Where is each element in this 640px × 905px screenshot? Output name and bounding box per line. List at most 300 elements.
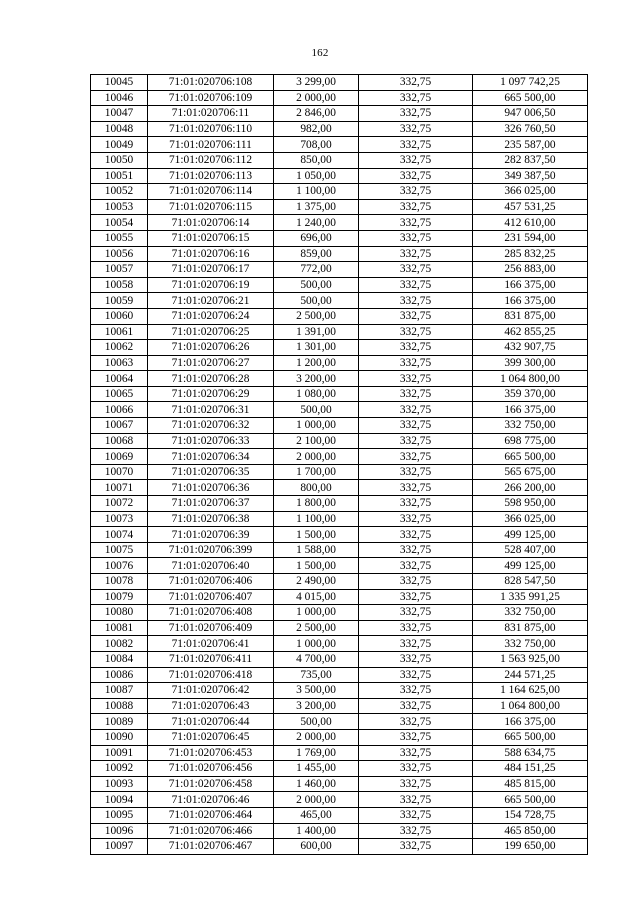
cadastral-number-cell: 71:01:020706:33 (148, 433, 274, 449)
area-cell: 2 490,00 (274, 574, 359, 590)
row-number-cell: 10047 (91, 106, 148, 122)
table-row (91, 636, 588, 652)
rate-cell: 332,75 (359, 340, 473, 356)
value-cell: 166 375,00 (473, 277, 588, 293)
row-number-cell: 10096 (91, 823, 148, 839)
rate-cell: 332,75 (359, 776, 473, 792)
table-row (91, 464, 588, 480)
cadastral-number-cell: 71:01:020706:32 (148, 418, 274, 434)
area-cell: 850,00 (274, 152, 359, 168)
table-row (91, 355, 588, 371)
table-row (91, 480, 588, 496)
row-number-cell: 10054 (91, 215, 148, 231)
rate-cell: 332,75 (359, 761, 473, 777)
table-row (91, 683, 588, 699)
area-cell: 1 375,00 (274, 199, 359, 215)
value-cell: 266 200,00 (473, 480, 588, 496)
area-cell: 1 000,00 (274, 605, 359, 621)
value-cell: 166 375,00 (473, 714, 588, 730)
table-row (91, 215, 588, 231)
row-number-cell: 10073 (91, 511, 148, 527)
table-row (91, 605, 588, 621)
cadastral-number-cell: 71:01:020706:409 (148, 620, 274, 636)
cadastral-number-cell: 71:01:020706:407 (148, 589, 274, 605)
table-row (91, 90, 588, 106)
table-row (91, 402, 588, 418)
table-row (91, 589, 588, 605)
table-row (91, 340, 588, 356)
table-row (91, 558, 588, 574)
cadastral-number-cell: 71:01:020706:111 (148, 137, 274, 153)
area-cell: 4 700,00 (274, 651, 359, 667)
area-cell: 2 000,00 (274, 90, 359, 106)
table-row (91, 293, 588, 309)
rate-cell: 332,75 (359, 589, 473, 605)
cadastral-number-cell: 71:01:020706:411 (148, 651, 274, 667)
table-row (91, 371, 588, 387)
area-cell: 3 200,00 (274, 698, 359, 714)
value-cell: 349 387,50 (473, 168, 588, 184)
value-cell: 499 125,00 (473, 527, 588, 543)
area-cell: 2 846,00 (274, 106, 359, 122)
area-cell: 772,00 (274, 262, 359, 278)
cadastral-number-cell: 71:01:020706:38 (148, 511, 274, 527)
rate-cell: 332,75 (359, 714, 473, 730)
rate-cell: 332,75 (359, 792, 473, 808)
value-cell: 499 125,00 (473, 558, 588, 574)
rate-cell: 332,75 (359, 823, 473, 839)
rate-cell: 332,75 (359, 386, 473, 402)
row-number-cell: 10094 (91, 792, 148, 808)
value-cell: 1 563 925,00 (473, 651, 588, 667)
area-cell: 600,00 (274, 839, 359, 855)
rate-cell: 332,75 (359, 262, 473, 278)
value-cell: 598 950,00 (473, 496, 588, 512)
value-cell: 665 500,00 (473, 792, 588, 808)
row-number-cell: 10057 (91, 262, 148, 278)
area-cell: 3 299,00 (274, 75, 359, 91)
cadastral-number-cell: 71:01:020706:44 (148, 714, 274, 730)
value-cell: 828 547,50 (473, 574, 588, 590)
value-cell: 457 531,25 (473, 199, 588, 215)
area-cell: 1 000,00 (274, 418, 359, 434)
area-cell: 1 588,00 (274, 542, 359, 558)
table-row (91, 324, 588, 340)
rate-cell: 332,75 (359, 215, 473, 231)
rate-cell: 332,75 (359, 558, 473, 574)
value-cell: 831 875,00 (473, 308, 588, 324)
cadastral-number-cell: 71:01:020706:46 (148, 792, 274, 808)
value-cell: 432 907,75 (473, 340, 588, 356)
rate-cell: 332,75 (359, 152, 473, 168)
table-row (91, 776, 588, 792)
row-number-cell: 10051 (91, 168, 148, 184)
table-row (91, 496, 588, 512)
row-number-cell: 10097 (91, 839, 148, 855)
row-number-cell: 10052 (91, 184, 148, 200)
cadastral-number-cell: 71:01:020706:108 (148, 75, 274, 91)
area-cell: 465,00 (274, 807, 359, 823)
area-cell: 708,00 (274, 137, 359, 153)
table-row (91, 839, 588, 855)
row-number-cell: 10093 (91, 776, 148, 792)
row-number-cell: 10069 (91, 449, 148, 465)
rate-cell: 332,75 (359, 574, 473, 590)
rate-cell: 332,75 (359, 620, 473, 636)
area-cell: 982,00 (274, 121, 359, 137)
area-cell: 696,00 (274, 230, 359, 246)
area-cell: 500,00 (274, 277, 359, 293)
area-cell: 1 200,00 (274, 355, 359, 371)
value-cell: 166 375,00 (473, 293, 588, 309)
area-cell: 1 500,00 (274, 527, 359, 543)
table-row (91, 807, 588, 823)
area-cell: 1 700,00 (274, 464, 359, 480)
rate-cell: 332,75 (359, 246, 473, 262)
cadastral-number-cell: 71:01:020706:466 (148, 823, 274, 839)
value-cell: 1 335 991,25 (473, 589, 588, 605)
cadastral-number-cell: 71:01:020706:109 (148, 90, 274, 106)
cadastral-number-cell: 71:01:020706:406 (148, 574, 274, 590)
cadastral-number-cell: 71:01:020706:42 (148, 683, 274, 699)
rate-cell: 332,75 (359, 121, 473, 137)
cadastral-number-cell: 71:01:020706:35 (148, 464, 274, 480)
row-number-cell: 10064 (91, 371, 148, 387)
rate-cell: 332,75 (359, 106, 473, 122)
table-row (91, 308, 588, 324)
row-number-cell: 10055 (91, 230, 148, 246)
cadastral-number-cell: 71:01:020706:43 (148, 698, 274, 714)
rate-cell: 332,75 (359, 293, 473, 309)
area-cell: 1 769,00 (274, 745, 359, 761)
cadastral-number-cell: 71:01:020706:28 (148, 371, 274, 387)
area-cell: 1 301,00 (274, 340, 359, 356)
area-cell: 3 500,00 (274, 683, 359, 699)
row-number-cell: 10049 (91, 137, 148, 153)
area-cell: 500,00 (274, 402, 359, 418)
cadastral-number-cell: 71:01:020706:453 (148, 745, 274, 761)
row-number-cell: 10046 (91, 90, 148, 106)
cadastral-number-cell: 71:01:020706:26 (148, 340, 274, 356)
value-cell: 256 883,00 (473, 262, 588, 278)
rate-cell: 332,75 (359, 184, 473, 200)
cadastral-number-cell: 71:01:020706:17 (148, 262, 274, 278)
value-cell: 665 500,00 (473, 449, 588, 465)
rate-cell: 332,75 (359, 230, 473, 246)
cadastral-number-cell: 71:01:020706:110 (148, 121, 274, 137)
value-cell: 1 164 625,00 (473, 683, 588, 699)
area-cell: 859,00 (274, 246, 359, 262)
cadastral-number-cell: 71:01:020706:36 (148, 480, 274, 496)
row-number-cell: 10091 (91, 745, 148, 761)
area-cell: 1 080,00 (274, 386, 359, 402)
area-cell: 1 240,00 (274, 215, 359, 231)
area-cell: 2 500,00 (274, 620, 359, 636)
cadastral-number-cell: 71:01:020706:25 (148, 324, 274, 340)
row-number-cell: 10088 (91, 698, 148, 714)
area-cell: 1 100,00 (274, 511, 359, 527)
rate-cell: 332,75 (359, 355, 473, 371)
cadastral-number-cell: 71:01:020706:16 (148, 246, 274, 262)
table-row (91, 698, 588, 714)
row-number-cell: 10063 (91, 355, 148, 371)
row-number-cell: 10066 (91, 402, 148, 418)
value-cell: 366 025,00 (473, 511, 588, 527)
cadastral-number-cell: 71:01:020706:39 (148, 527, 274, 543)
value-cell: 359 370,00 (473, 386, 588, 402)
table-row (91, 246, 588, 262)
area-cell: 2 100,00 (274, 433, 359, 449)
area-cell: 4 015,00 (274, 589, 359, 605)
rate-cell: 332,75 (359, 308, 473, 324)
rate-cell: 332,75 (359, 75, 473, 91)
cadastral-number-cell: 71:01:020706:40 (148, 558, 274, 574)
value-cell: 465 850,00 (473, 823, 588, 839)
table-row (91, 823, 588, 839)
value-cell: 332 750,00 (473, 636, 588, 652)
rate-cell: 332,75 (359, 90, 473, 106)
area-cell: 500,00 (274, 293, 359, 309)
cadastral-number-cell: 71:01:020706:467 (148, 839, 274, 855)
value-cell: 698 775,00 (473, 433, 588, 449)
table-row (91, 418, 588, 434)
rate-cell: 332,75 (359, 277, 473, 293)
table-row (91, 729, 588, 745)
area-cell: 1 500,00 (274, 558, 359, 574)
rate-cell: 332,75 (359, 137, 473, 153)
rate-cell: 332,75 (359, 839, 473, 855)
value-cell: 166 375,00 (473, 402, 588, 418)
area-cell: 1 800,00 (274, 496, 359, 512)
row-number-cell: 10072 (91, 496, 148, 512)
value-cell: 665 500,00 (473, 90, 588, 106)
area-cell: 735,00 (274, 667, 359, 683)
table-row (91, 714, 588, 730)
table-row (91, 152, 588, 168)
row-number-cell: 10084 (91, 651, 148, 667)
row-number-cell: 10092 (91, 761, 148, 777)
row-number-cell: 10065 (91, 386, 148, 402)
value-cell: 484 151,25 (473, 761, 588, 777)
cadastral-number-cell: 71:01:020706:31 (148, 402, 274, 418)
value-cell: 199 650,00 (473, 839, 588, 855)
value-cell: 282 837,50 (473, 152, 588, 168)
value-cell: 332 750,00 (473, 605, 588, 621)
cadastral-value-table (90, 74, 588, 855)
table-row (91, 386, 588, 402)
rate-cell: 332,75 (359, 449, 473, 465)
row-number-cell: 10061 (91, 324, 148, 340)
value-cell: 231 594,00 (473, 230, 588, 246)
rate-cell: 332,75 (359, 511, 473, 527)
cadastral-number-cell: 71:01:020706:408 (148, 605, 274, 621)
area-cell: 1 050,00 (274, 168, 359, 184)
rate-cell: 332,75 (359, 480, 473, 496)
rate-cell: 332,75 (359, 807, 473, 823)
area-cell: 1 391,00 (274, 324, 359, 340)
value-cell: 399 300,00 (473, 355, 588, 371)
value-cell: 565 675,00 (473, 464, 588, 480)
table-row (91, 651, 588, 667)
row-number-cell: 10090 (91, 729, 148, 745)
value-cell: 154 728,75 (473, 807, 588, 823)
cadastral-number-cell: 71:01:020706:24 (148, 308, 274, 324)
table-row (91, 527, 588, 543)
area-cell: 1 000,00 (274, 636, 359, 652)
cadastral-number-cell: 71:01:020706:37 (148, 496, 274, 512)
rate-cell: 332,75 (359, 168, 473, 184)
cadastral-number-cell: 71:01:020706:458 (148, 776, 274, 792)
value-cell: 528 407,00 (473, 542, 588, 558)
table-row (91, 511, 588, 527)
rate-cell: 332,75 (359, 683, 473, 699)
value-cell: 412 610,00 (473, 215, 588, 231)
cadastral-number-cell: 71:01:020706:418 (148, 667, 274, 683)
rate-cell: 332,75 (359, 433, 473, 449)
cadastral-number-cell: 71:01:020706:399 (148, 542, 274, 558)
row-number-cell: 10068 (91, 433, 148, 449)
cadastral-number-cell: 71:01:020706:14 (148, 215, 274, 231)
area-cell: 1 100,00 (274, 184, 359, 200)
row-number-cell: 10071 (91, 480, 148, 496)
area-cell: 3 200,00 (274, 371, 359, 387)
area-cell: 1 455,00 (274, 761, 359, 777)
rate-cell: 332,75 (359, 402, 473, 418)
table-row (91, 199, 588, 215)
rate-cell: 332,75 (359, 698, 473, 714)
row-number-cell: 10059 (91, 293, 148, 309)
row-number-cell: 10082 (91, 636, 148, 652)
rate-cell: 332,75 (359, 527, 473, 543)
area-cell: 1 460,00 (274, 776, 359, 792)
table-row (91, 75, 588, 91)
cadastral-number-cell: 71:01:020706:15 (148, 230, 274, 246)
row-number-cell: 10086 (91, 667, 148, 683)
area-cell: 500,00 (274, 714, 359, 730)
cadastral-number-cell: 71:01:020706:19 (148, 277, 274, 293)
row-number-cell: 10080 (91, 605, 148, 621)
area-cell: 1 400,00 (274, 823, 359, 839)
cadastral-number-cell: 71:01:020706:112 (148, 152, 274, 168)
rate-cell: 332,75 (359, 745, 473, 761)
value-cell: 947 006,50 (473, 106, 588, 122)
table-row (91, 620, 588, 636)
value-cell: 366 025,00 (473, 184, 588, 200)
cadastral-number-cell: 71:01:020706:115 (148, 199, 274, 215)
rate-cell: 332,75 (359, 496, 473, 512)
rate-cell: 332,75 (359, 542, 473, 558)
table-row (91, 449, 588, 465)
table-row (91, 792, 588, 808)
row-number-cell: 10089 (91, 714, 148, 730)
row-number-cell: 10048 (91, 121, 148, 137)
cadastral-number-cell: 71:01:020706:29 (148, 386, 274, 402)
cadastral-number-cell: 71:01:020706:45 (148, 729, 274, 745)
value-cell: 244 571,25 (473, 667, 588, 683)
table-row (91, 137, 588, 153)
row-number-cell: 10095 (91, 807, 148, 823)
value-cell: 1 097 742,25 (473, 75, 588, 91)
cadastral-number-cell: 71:01:020706:41 (148, 636, 274, 652)
cadastral-number-cell: 71:01:020706:113 (148, 168, 274, 184)
cadastral-number-cell: 71:01:020706:27 (148, 355, 274, 371)
value-cell: 665 500,00 (473, 729, 588, 745)
rate-cell: 332,75 (359, 729, 473, 745)
table-row (91, 761, 588, 777)
table-body (91, 75, 588, 855)
cadastral-number-cell: 71:01:020706:11 (148, 106, 274, 122)
row-number-cell: 10045 (91, 75, 148, 91)
row-number-cell: 10060 (91, 308, 148, 324)
row-number-cell: 10053 (91, 199, 148, 215)
area-cell: 2 500,00 (274, 308, 359, 324)
cadastral-number-cell: 71:01:020706:456 (148, 761, 274, 777)
value-cell: 285 832,25 (473, 246, 588, 262)
value-cell: 235 587,00 (473, 137, 588, 153)
rate-cell: 332,75 (359, 464, 473, 480)
value-cell: 462 855,25 (473, 324, 588, 340)
row-number-cell: 10081 (91, 620, 148, 636)
rate-cell: 332,75 (359, 636, 473, 652)
area-cell: 800,00 (274, 480, 359, 496)
table-row (91, 574, 588, 590)
row-number-cell: 10076 (91, 558, 148, 574)
table-row (91, 106, 588, 122)
rate-cell: 332,75 (359, 418, 473, 434)
table-row (91, 433, 588, 449)
value-cell: 326 760,50 (473, 121, 588, 137)
row-number-cell: 10078 (91, 574, 148, 590)
value-cell: 485 815,00 (473, 776, 588, 792)
row-number-cell: 10074 (91, 527, 148, 543)
row-number-cell: 10087 (91, 683, 148, 699)
value-cell: 332 750,00 (473, 418, 588, 434)
rate-cell: 332,75 (359, 651, 473, 667)
rate-cell: 332,75 (359, 371, 473, 387)
rate-cell: 332,75 (359, 667, 473, 683)
row-number-cell: 10079 (91, 589, 148, 605)
area-cell: 2 000,00 (274, 449, 359, 465)
row-number-cell: 10058 (91, 277, 148, 293)
value-cell: 588 634,75 (473, 745, 588, 761)
table-row (91, 184, 588, 200)
table-row (91, 667, 588, 683)
row-number-cell: 10075 (91, 542, 148, 558)
row-number-cell: 10067 (91, 418, 148, 434)
area-cell: 2 000,00 (274, 792, 359, 808)
row-number-cell: 10056 (91, 246, 148, 262)
rate-cell: 332,75 (359, 605, 473, 621)
row-number-cell: 10050 (91, 152, 148, 168)
row-number-cell: 10070 (91, 464, 148, 480)
page-number: 162 (311, 47, 329, 59)
cadastral-number-cell: 71:01:020706:21 (148, 293, 274, 309)
table-row (91, 277, 588, 293)
area-cell: 2 000,00 (274, 729, 359, 745)
table-row (91, 745, 588, 761)
cadastral-number-cell: 71:01:020706:34 (148, 449, 274, 465)
table-row (91, 121, 588, 137)
table-row (91, 542, 588, 558)
cadastral-number-cell: 71:01:020706:114 (148, 184, 274, 200)
value-cell: 831 875,00 (473, 620, 588, 636)
cadastral-number-cell: 71:01:020706:464 (148, 807, 274, 823)
row-number-cell: 10062 (91, 340, 148, 356)
value-cell: 1 064 800,00 (473, 698, 588, 714)
rate-cell: 332,75 (359, 324, 473, 340)
table-row (91, 262, 588, 278)
rate-cell: 332,75 (359, 199, 473, 215)
